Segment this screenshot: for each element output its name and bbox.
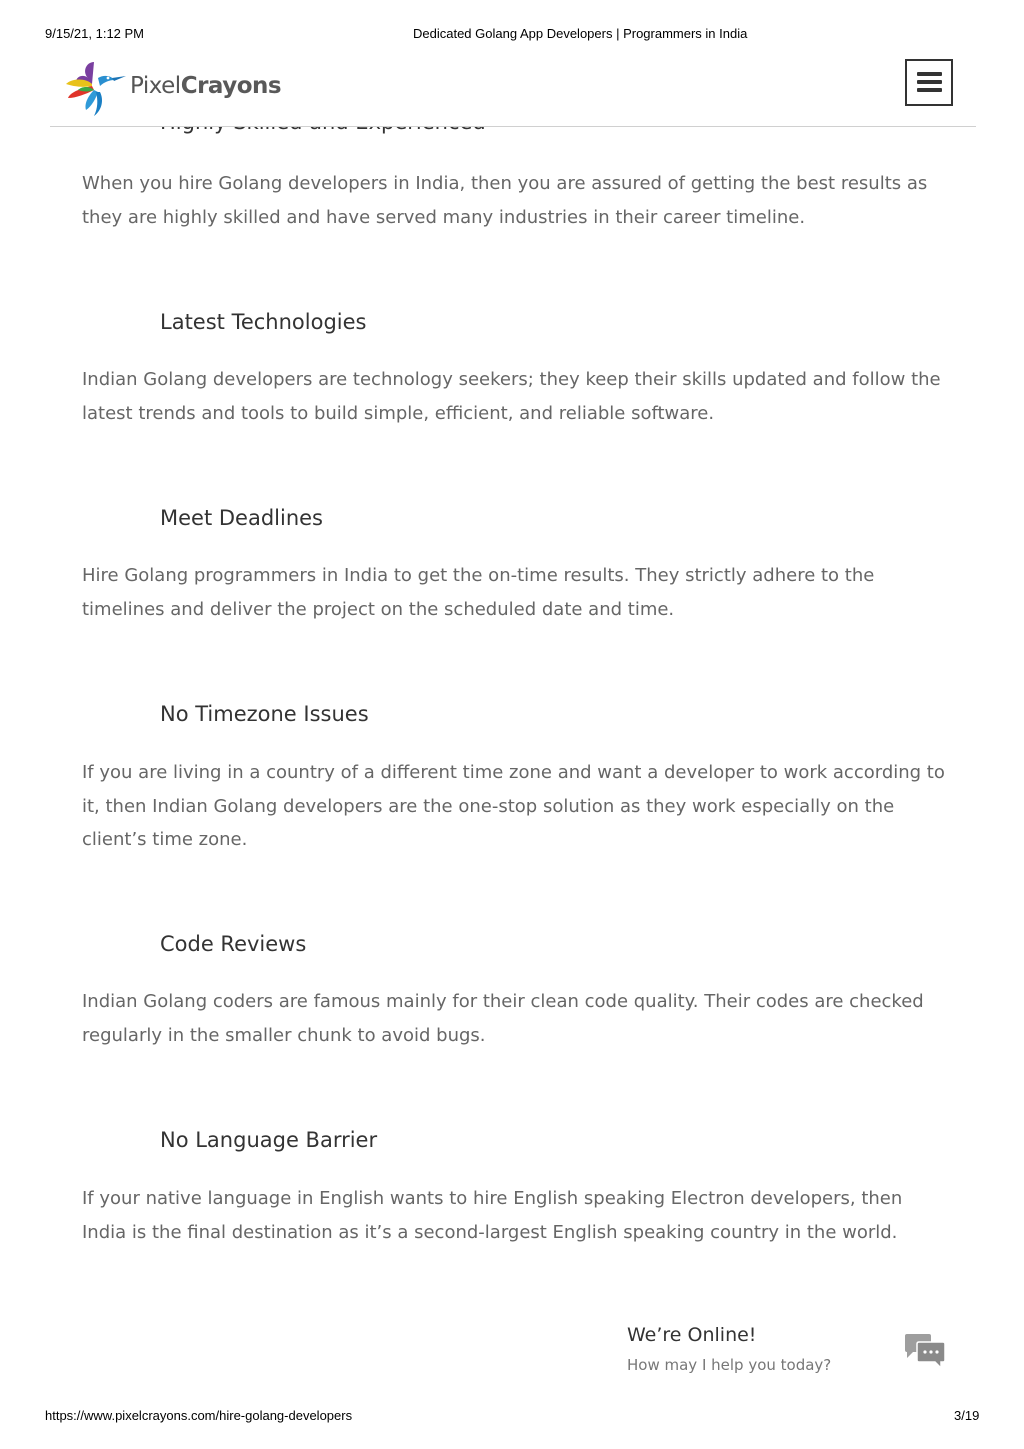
logo-text-bold: Crayons xyxy=(180,73,282,99)
section-body: Indian Golang coders are famous mainly for their clean code quality. Their codes are checked regularly in the smaller chunk to avoid bugs. xyxy=(82,991,924,1046)
section-body: When you hire Golang developers in India, then you are assured of getting the best results as they are highly skilled and have served many industries in their career timeline. xyxy=(82,173,928,228)
section-body: If your native language in English wants to hire English speaking Electron developers, then India is the final destination as it’s a second-largest English speaking country in the world. xyxy=(82,1188,903,1243)
print-url: https://www.pixelcrayons.com/hire-golang-developers xyxy=(45,1408,353,1423)
site-header xyxy=(50,54,976,127)
section-title: Code Reviews xyxy=(160,932,307,956)
section-title: No Timezone Issues xyxy=(160,702,369,726)
section-title: Latest Technologies xyxy=(160,310,367,334)
print-page-title: Dedicated Golang App Developers | Programmers in India xyxy=(413,26,748,41)
pixelcrayons-logo[interactable] xyxy=(64,56,294,120)
logo-text-light: Pixel xyxy=(130,73,181,99)
section-body: Indian Golang developers are technology seekers; they keep their skills updated and follow the latest trends and tools to build simple, efficient, and reliable software. xyxy=(82,369,941,424)
hamburger-menu-button[interactable] xyxy=(905,59,953,106)
hamburger-menu-icon xyxy=(917,72,942,76)
section-title: No Language Barrier xyxy=(160,1128,378,1152)
chat-subtitle: How may I help you today? xyxy=(627,1356,832,1374)
hummingbird-logo-icon xyxy=(64,56,128,120)
chat-widget[interactable] xyxy=(627,1324,957,1384)
hamburger-menu-icon xyxy=(917,88,942,92)
section-body: If you are living in a country of a different time zone and want a developer to work according to it, then Indian Golang developers are the one-stop solution as they work especially on the client’s time zone. xyxy=(82,762,945,850)
print-datetime: 9/15/21, 1:12 PM xyxy=(45,26,145,41)
section-body: Hire Golang programmers in India to get the on-time results. They strictly adhere to the timelines and deliver the project on the scheduled date and time. xyxy=(82,565,875,620)
logo-wordmark xyxy=(130,73,281,99)
chat-title: We’re Online! xyxy=(627,1324,757,1346)
chat-bubbles-icon[interactable] xyxy=(903,1332,947,1372)
section-title: Meet Deadlines xyxy=(160,506,323,530)
hamburger-menu-icon xyxy=(917,80,942,84)
print-page-number: 3/19 xyxy=(954,1408,980,1423)
